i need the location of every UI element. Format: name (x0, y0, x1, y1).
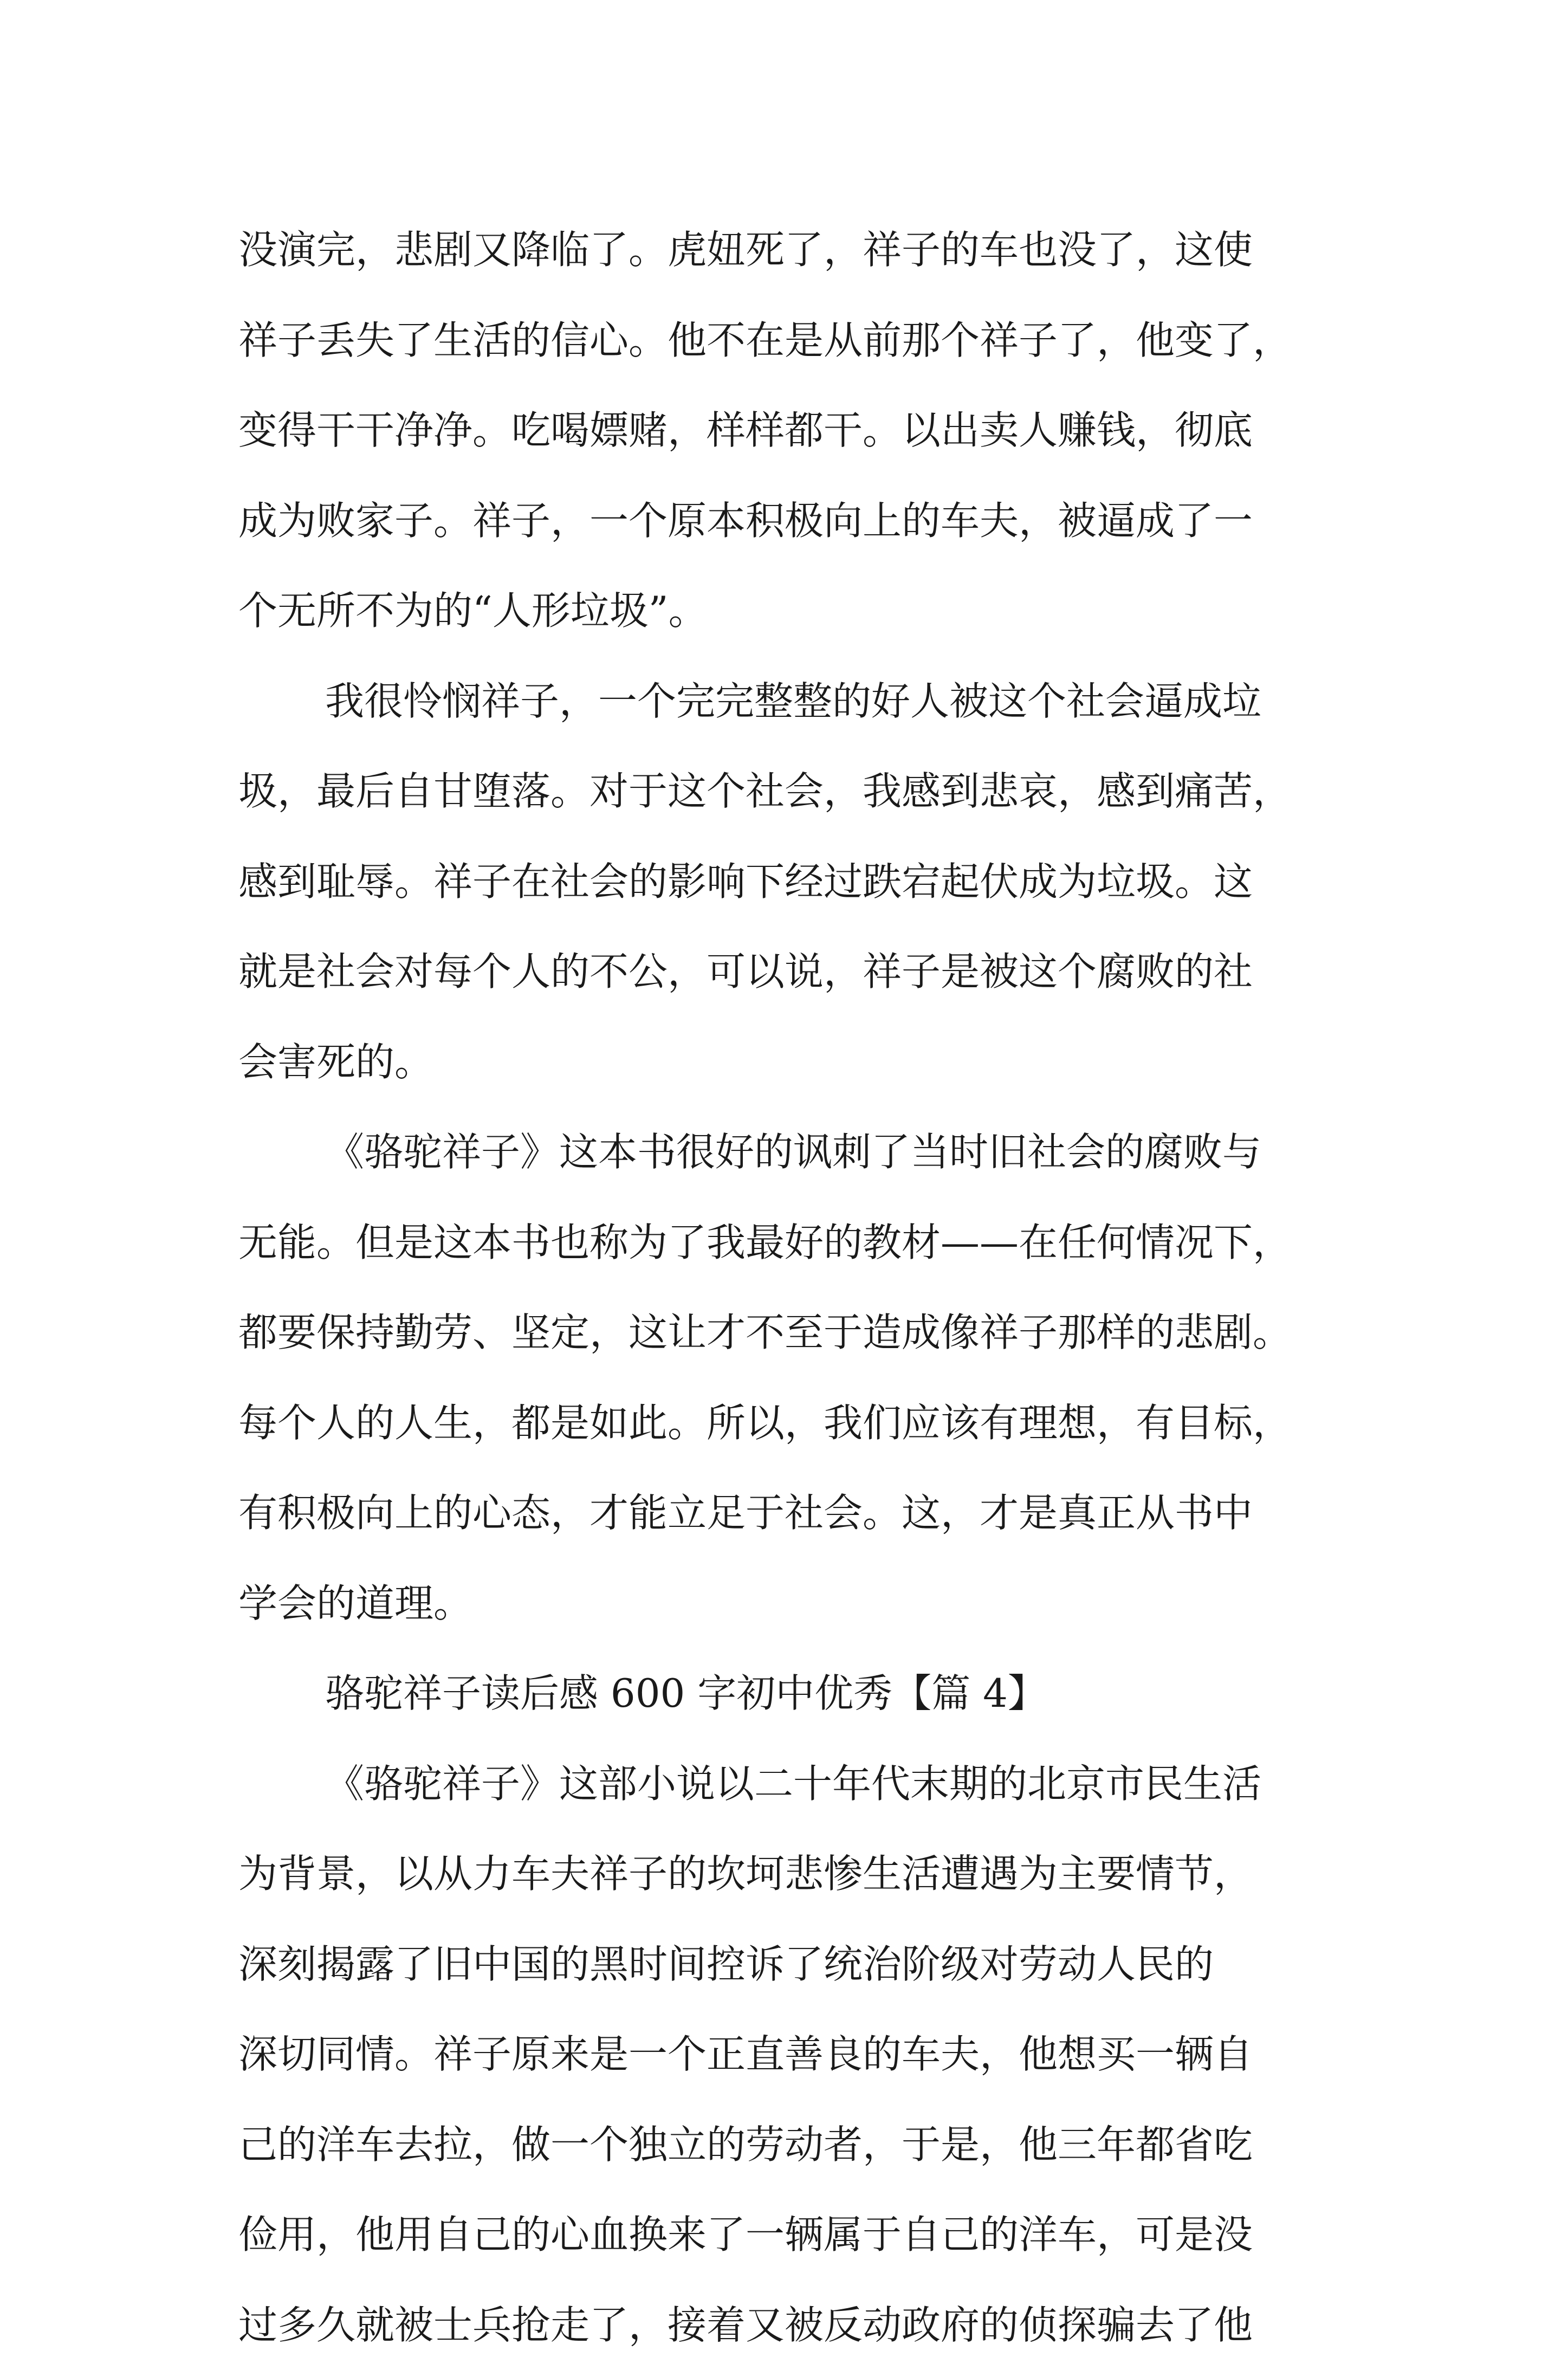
text-line: 会害死的。 (238, 1017, 1346, 1108)
text-line: 俭用，他用自己的心血换来了一辆属于自己的洋车，可是没 (238, 2190, 1346, 2280)
text-line: 深切同情。祥子原来是一个正直善良的车夫，他想买一辆自 (238, 2009, 1346, 2100)
paragraph-start-line: 我很怜悯祥子，一个完完整整的好人被这个社会逼成垃 (238, 656, 1346, 747)
body-text (238, 205, 1346, 2370)
text-line: 无能。但是这本书也称为了我最好的教材——在任何情况下， (238, 1197, 1346, 1288)
section-heading: 骆驼祥子读后感 600 字初中优秀【篇 4】 (238, 1648, 1346, 1739)
text-line: 每个人的人生，都是如此。所以，我们应该有理想，有目标， (238, 1378, 1346, 1468)
text-line: 圾，最后自甘堕落。对于这个社会，我感到悲哀，感到痛苦， (238, 746, 1346, 837)
paragraph-start-line: 《骆驼祥子》这本书很好的讽刺了当时旧社会的腐败与 (238, 1107, 1346, 1197)
text-line: 有积极向上的心态，才能立足于社会。这，才是真正从书中 (238, 1468, 1346, 1558)
text-line: 变得干干净净。吃喝嫖赌，样样都干。以出卖人赚钱，彻底 (238, 385, 1346, 476)
text-line: 祥子丢失了生活的信心。他不在是从前那个祥子了，他变了， (238, 295, 1346, 386)
text-line: 成为败家子。祥子，一个原本积极向上的车夫，被逼成了一 (238, 476, 1346, 566)
text-line: 都要保持勤劳、坚定，这让才不至于造成像祥子那样的悲剧。 (238, 1287, 1346, 1378)
text-line: 个无所不为的“人形垃圾”。 (238, 566, 1346, 656)
paragraph-start-line: 《骆驼祥子》这部小说以二十年代末期的北京市民生活 (238, 1739, 1346, 1829)
text-line: 没演完，悲剧又降临了。虎妞死了，祥子的车也没了，这使 (238, 205, 1346, 295)
text-line: 感到耻辱。祥子在社会的影响下经过跌宕起伏成为垃圾。这 (238, 837, 1346, 927)
text-line: 过多久就被士兵抢走了，接着又被反动政府的侦探骗去了他 (238, 2280, 1346, 2370)
text-line: 己的洋车去拉，做一个独立的劳动者，于是，他三年都省吃 (238, 2100, 1346, 2190)
text-line: 为背景，以从力车夫祥子的坎坷悲惨生活遭遇为主要情节， (238, 1829, 1346, 1919)
text-line: 就是社会对每个人的不公，可以说，祥子是被这个腐败的社 (238, 927, 1346, 1017)
text-line: 深刻揭露了旧中国的黑时间控诉了统治阶级对劳动人民的 (238, 1919, 1346, 2010)
text-line: 学会的道理。 (238, 1558, 1346, 1649)
